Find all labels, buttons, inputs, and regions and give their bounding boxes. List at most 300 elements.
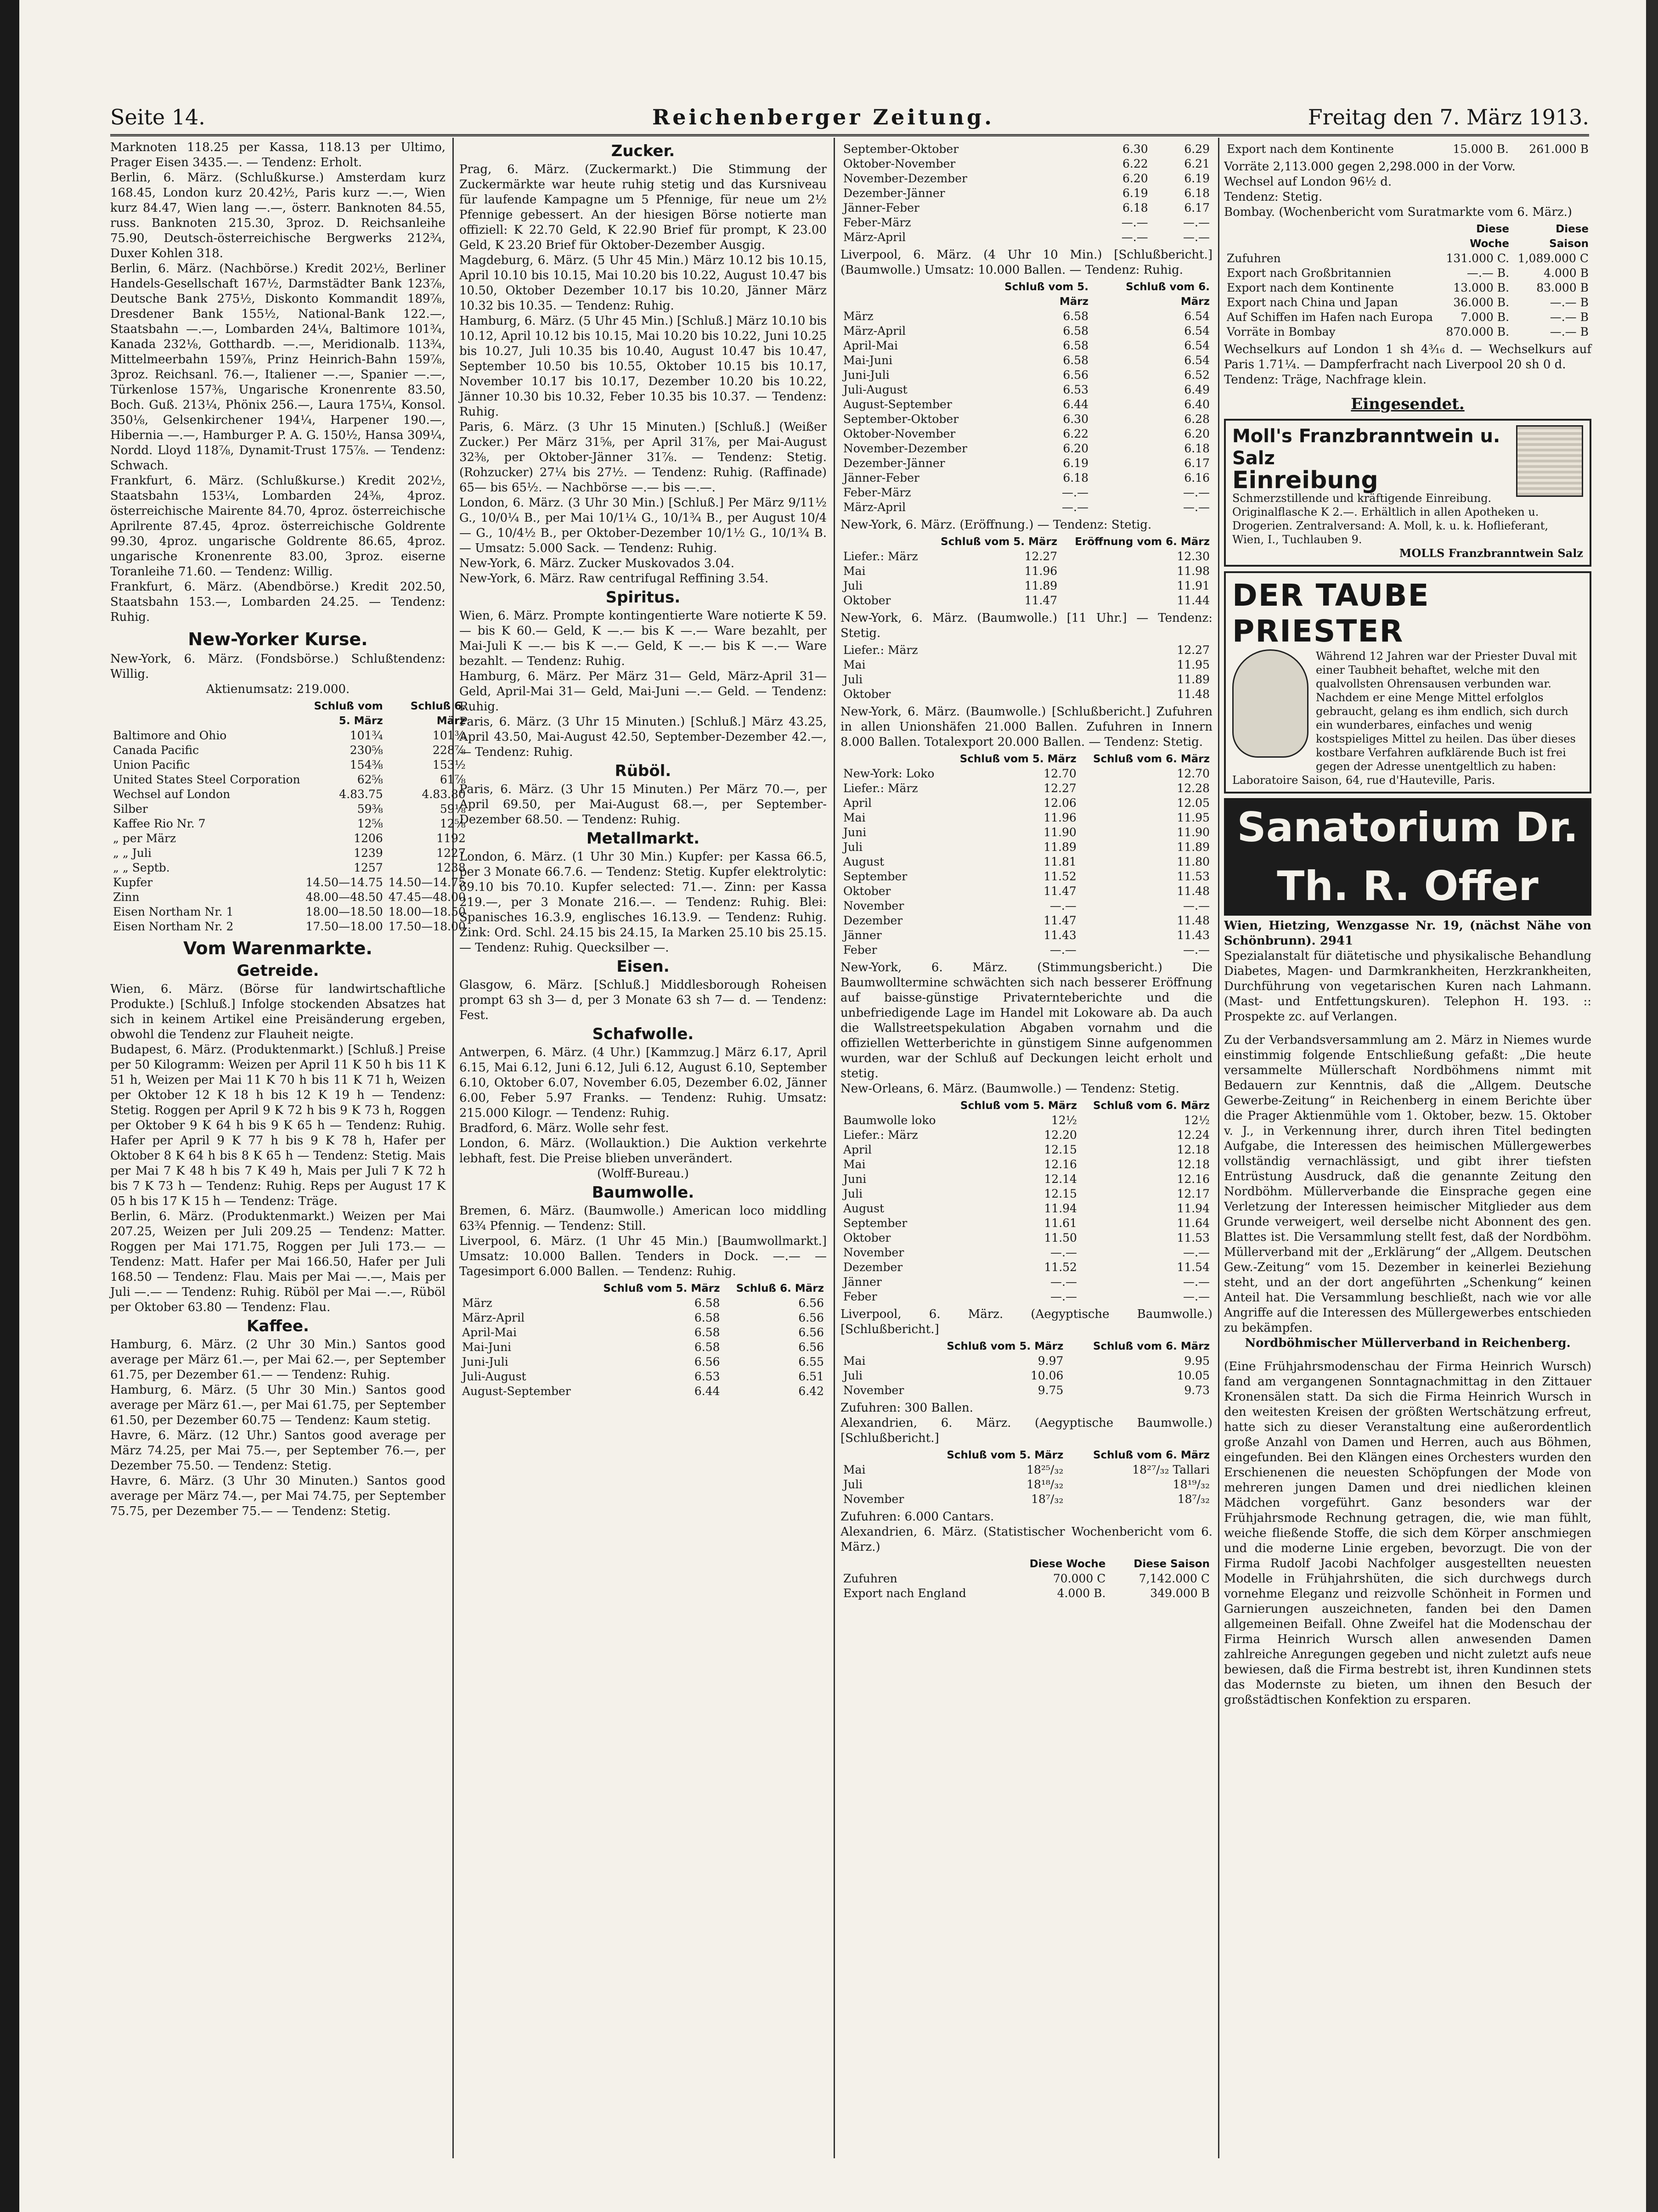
market-report-liverpool: Liverpool, 6. März. (1 Uhr 45 Min.) [Baumwollmarkt.] Umsatz: 10.000 Ballen. Tenders in Dock. —.— — Tagesimport 6.000 Ballen. — Tendenz: Ruhig. <box>459 1234 827 1278</box>
row-value: 1227 <box>436 846 466 860</box>
tendency-note: Tendenz: Stetig. <box>1224 190 1323 204</box>
row-value: 48.00—48.50 <box>305 890 383 904</box>
row-value: 11.98 <box>1177 564 1210 578</box>
row-value: 59⅜ <box>357 802 383 816</box>
row-value: 62⅝ <box>357 773 383 786</box>
table-row <box>840 309 1212 324</box>
row-value: —.— B <box>1550 325 1589 338</box>
table-row <box>110 743 468 758</box>
market-report-coffee: Havre, 6. März. (3 Uhr 30 Minuten.) Santos good average per März 74.—, per Mai 74.75, per September 75.75, per Dezember 75.— — Tendenz: Stetig. <box>110 1474 446 1518</box>
table-row <box>110 728 468 743</box>
market-report-paris: Paris, 6. März. (3 Uhr 15 Minuten.) [Schluß.] März 43.25, April 43.50, Mai-August 42.50, September-Dezember 42.—, — Tendenz: Ruhig. <box>459 715 827 759</box>
table-header <box>840 752 946 766</box>
row-value: 6.58 <box>694 1326 720 1339</box>
market-report-berlin-produkte: Berlin, 6. März. (Produktenmarkt.) Weizen per Mai 207.25, Weizen per Juli 209.25 — Tendenz: Matter. Roggen per Mai 171.75, Roggen per Juli 173.— — Tendenz: Matt. Hafer per Mai 166.50, Hafer per Juli 168.50 — Tendenz: Flau. Mais per Mai —.—, Mais per Juli —.— — Tendenz: Ruhig. Rüböl per Mai —.—, Rüböl per Oktober 63.80 — Tendenz: Flau. <box>110 1210 446 1314</box>
row-value: —.— <box>1049 899 1077 912</box>
row-value: 6.55 <box>798 1355 824 1368</box>
row-value: —.— <box>1183 899 1210 912</box>
stock-note: Vorräte 2,113.000 gegen 2,298.000 in der Vorw. <box>1224 160 1516 174</box>
table-row <box>459 1355 827 1369</box>
table-row <box>840 825 1212 840</box>
row-label: August <box>843 855 885 868</box>
row-label: „ per März <box>113 832 176 845</box>
issue-date: Freitag den 7. März 1913. <box>1308 105 1589 129</box>
market-report-glasgow: Glasgow, 6. März. [Schluß.] Middlesborough Roheisen prompt 63 sh 3— d, per 3 Monate 63 sh 7— d. — Tendenz: Fest. <box>459 978 827 1022</box>
row-value: 11.48 <box>1177 914 1210 927</box>
row-label: Juli <box>843 673 863 686</box>
row-value: —.— <box>1183 1246 1210 1259</box>
table-row <box>840 427 1212 441</box>
table-header: Diese Saison <box>1134 1558 1210 1570</box>
subsection-heading: Schafwolle. <box>592 1025 694 1043</box>
row-value: 6.56 <box>798 1326 824 1339</box>
table-row <box>840 324 1212 338</box>
table-header <box>840 280 970 309</box>
table-row <box>110 861 468 875</box>
row-value: —.— <box>1050 1290 1077 1303</box>
row-label: Juli <box>843 579 863 592</box>
market-report-bombay: Bombay. (Wochenbericht vom Suratmarkte vom 6. März.) <box>1224 205 1572 219</box>
row-value: 11.53 <box>1177 1231 1210 1244</box>
section-label-submitted: Eingesendet. <box>1351 395 1465 413</box>
table-row <box>840 353 1212 368</box>
table-header: Schluß vom 5. März <box>960 1100 1077 1112</box>
table-row <box>840 383 1212 397</box>
table-row <box>840 796 1212 811</box>
market-report-liverpool: Liverpool, 6. März. (Aegyptische Baumwolle.) [Schlußbericht.] <box>840 1307 1212 1336</box>
table-row <box>840 1368 1212 1383</box>
table-row <box>840 1143 1212 1157</box>
row-value: 9.97 <box>1038 1354 1064 1368</box>
ad-bottle-label: MOLLS Franzbranntwein Salz <box>1399 546 1583 560</box>
row-label: Dezember <box>843 914 903 927</box>
row-value: 11.95 <box>1177 811 1210 824</box>
row-label: März-April <box>462 1311 525 1324</box>
table-row <box>1224 310 1591 325</box>
table-row <box>840 672 1212 687</box>
row-label: Oktober-November <box>843 157 956 170</box>
row-value: 12.70 <box>1043 767 1077 780</box>
row-value: 61⅞ <box>440 773 466 786</box>
table-header <box>1224 222 1436 251</box>
market-report-london: London, 6. März. (3 Uhr 30 Min.) [Schluß.] Per März 9/11½ G., 10/0¼ B., per Mai 10/1¼ G., 10/1¾ B., per August 10/4— G., 10/4½ B., per Oktober-Dezember 10/1½ G., 10/1¾ B. — Umsatz: 5.000 Sack. — Tendenz: Ruhig. <box>459 496 827 555</box>
market-report-hamburg: Hamburg, 6. März. (5 Uhr 45 Min.) [Schluß.] März 10.10 bis 10.12, April 10.12 bis 10.15, Mai 10.20 bis 10.22, Juni 10.25 bis 10.27, Juli 10.35 bis 10.40, August 10.47 bis 10.47, September 10.50 bis 10.55, Oktober 10.15 bis 10.17, November 10.17 bis 10.17, Dezember 10.20 bis 10.22, Jänner 10.30 bis 10.32, Feber 10.35 bis 10.37. — Tendenz: Ruhig. <box>459 314 827 419</box>
row-value: 12.15 <box>1044 1187 1077 1200</box>
market-report-bradford: Bradford, 6. März. Wolle sehr fest. <box>459 1121 669 1135</box>
table-header: Schluß vom 5. März <box>941 536 1058 548</box>
row-value: 6.18 <box>1184 186 1210 200</box>
row-value: 6.53 <box>694 1370 720 1383</box>
table-row <box>840 1586 1212 1601</box>
table-row <box>110 919 468 934</box>
row-label: Kaffee Rio Nr. 7 <box>113 817 206 830</box>
market-report-newyork-sentiment: New-York, 6. März. (Stimmungsbericht.) Die Baumwolltermine schwächten sich nach besserer Eröffnung auf baisse-günstige Privaternteberichte und die unbefriedigende Lage im Handel mit Lokoware ab. Da auch die Wallstreetspekulation Abgaben vornahm und die offiziellen Wetterberichte in günstigem Sinne aufgenommen wurden, war der Schluß auf Deckungen leicht erholt und stetig. <box>840 961 1212 1081</box>
row-value: 12.15 <box>1044 1143 1077 1156</box>
table-row <box>840 157 1212 171</box>
row-value: 6.30 <box>1122 142 1148 156</box>
row-label: November <box>843 1246 904 1259</box>
table-row <box>840 1157 1212 1172</box>
table-row <box>840 142 1212 157</box>
row-label: Liefer.: März <box>843 643 918 657</box>
row-label: Mai-Juni <box>462 1340 512 1354</box>
table-header: Schluß 6. März <box>736 1283 824 1295</box>
row-value: 12.24 <box>1177 1128 1210 1142</box>
row-value: 12.18 <box>1177 1143 1210 1156</box>
market-report-frankfurt: Frankfurt, 6. März. (Schlußkurse.) Kredit 202½, Staatsbahn 153¼, Lombarden 24⅜, 4proz. österreichische Mairente 84.70, 4proz. österreichische Aprilrente 87.45, 4proz. österreichische Goldrente 99.30, 4proz. ungarische Goldrente 86.65, 4proz. ungarische Kronenrente 83.00, 3proz. eiserne Toranleihe 71.60. — Tendenz: Willig. <box>110 474 446 579</box>
row-value: 6.58 <box>1063 339 1088 352</box>
row-value: 6.54 <box>1184 324 1210 338</box>
row-value: 11.48 <box>1177 687 1210 701</box>
table-header: Diese Woche <box>1470 223 1510 250</box>
row-value: 11.96 <box>1043 811 1077 824</box>
table-row <box>840 1275 1212 1289</box>
scan-border-right <box>1646 0 1658 2212</box>
row-label: Juli <box>843 1369 863 1382</box>
row-label: Dezember <box>843 1261 903 1274</box>
table-row <box>840 943 1212 957</box>
row-label: September <box>843 870 908 883</box>
ear-illustration-icon <box>1232 649 1308 758</box>
table-header: Eröffnung vom 6. März <box>1075 536 1210 548</box>
row-value: 11.61 <box>1044 1216 1077 1230</box>
table-row <box>840 766 1212 781</box>
table-row <box>840 658 1212 672</box>
row-value: 11.94 <box>1044 1202 1077 1215</box>
market-report-bremen: Bremen, 6. März. (Baumwolle.) American loco middling 63¾ Pfennig. — Tendenz: Still. <box>459 1204 827 1233</box>
liverpool-cotton-table <box>459 1281 827 1399</box>
table-row <box>110 905 468 919</box>
row-label: Mai-Juni <box>843 354 893 367</box>
table-row <box>840 899 1212 913</box>
row-label: August <box>843 1202 885 1215</box>
liverpool-egyptian-table <box>840 1339 1212 1398</box>
row-label: Mai <box>843 564 866 578</box>
row-label: „ „ Septb. <box>113 861 170 874</box>
row-value: 11.43 <box>1043 929 1077 942</box>
row-label: Auf Schiffen im Hafen nach Europa <box>1227 310 1433 324</box>
market-report-newyork: New-York, 6. März. (Fondsbörse.) Schlußtendenz: Willig. <box>110 652 446 681</box>
export-table <box>1224 142 1591 157</box>
row-label: Jänner <box>843 929 882 942</box>
row-value: 1,089.000 C <box>1517 252 1589 265</box>
advertisement-taube-priester <box>1224 571 1591 794</box>
tendency-note: Tendenz: Träge, Nachfrage klein. <box>1224 373 1427 387</box>
table-row <box>840 338 1212 353</box>
table-row <box>840 643 1212 658</box>
column-divider <box>1218 138 1219 2158</box>
row-value: 1257 <box>354 861 383 874</box>
market-report-budapest: Budapest, 6. März. (Produktenmarkt.) [Schluß.] Preise per 50 Kilogramm: Weizen per April 11 K 50 h bis 11 K 51 h, Weizen per Mai 11 K 70 h bis 11 K 71 h, Weizen per Oktober 12 K 18 h bis 12 K 19 h — Tendenz: Stetig. Roggen per April 9 K 72 h bis 9 K 73 h, Roggen per Oktober 9 K 64 h bis 9 K 65 h — Tendenz: Ruhig. Hafer per April 9 K 77 h bis 9 K 78 h, Hafer per Oktober 8 K 64 h bis 8 K 65 h — Tendenz: Stetig. Mais per Mai 7 K 48 h bis 7 K 49 h, Mais per Juli 7 K 72 h bis 7 K 73 h — Tendenz: Ruhig. Reps per August 17 K 05 h bis 17 K 15 h — Tendenz: Träge. <box>110 1043 446 1208</box>
bottle-illustration-icon <box>1516 425 1583 497</box>
row-label: Jänner <box>843 1275 882 1289</box>
table-row <box>459 1296 827 1311</box>
association-notice: Zu der Verbandsversammlung am 2. März in Niemes wurde einstimmig folgende Entschließung gefaßt: „Die heute versammelte Müllerschaft Nordböhmens nimmt mit Bedauern zur Kenntnis, daß die „Allgem. Deutsche Gewerbe-Zeitung“ in Reichenberg in einem Berichte über die Prager Aktienmühle vom 1. Oktober, bezw. 15. Oktober v. J., in Verkennung ihrer, durch ihren Titel bedingten Aufgabe, die Interessen des heimischen Müllergewerbes vollständig vernachlässigt, und gibt ihrer tiefsten Entrüstung Ausdruck, daß die genannte Zeitung den Nordböhm. Müllerverbande die Einsprache gegen eine Verletzung der Interessen heimischer Mitglieder aus dem Grunde verweigert, weil derselbe nicht Abonnent des gen. Blattes ist. Die Versammlung stellt fest, daß der Nordböhm. Müllerverband mit der „Erklärung“ der „Allgem. Deutschen Gew.-Zeitung“ vom 15. Dezember in keinerlei Beziehung steht, und an der dort angeführten „Schenkung“ keinen Anteil hat. Die Versammlung beschließt, nach wie vor alle Angriffe auf die Interessen des Müllergewerbes entschieden zu bekämpfen. <box>1224 1033 1591 1335</box>
table-row <box>840 579 1212 593</box>
table-row <box>840 397 1212 412</box>
row-label: Zinn <box>113 890 140 904</box>
ad-text: Während 12 Jahren war der Priester Duval mit einer Taubheit behaftet, welche mit den qualvollsten Ohrensausen verbunden war. Nachdem er eine Menge Mittel erfolglos gebraucht, gelang es ihm endlich, sich durch ein wunderbares, einfaches und wenig kostspieliges Mittel zu heilen. Das über dieses kostbare Verfahren aufklärende Buch ist frei gegen der Adresse unentgeltlich zu haben: Laboratoire Saison, 64, rue d'Hauteville, Paris. <box>1232 650 1577 787</box>
sanatorium-address: Wien, Hietzing, Wenzgasse Nr. 19, (nächst Nähe von Schönbrunn). 2941 <box>1224 919 1591 948</box>
row-value: 11.50 <box>1044 1231 1077 1244</box>
advertisement-moll <box>1224 419 1591 567</box>
row-value: 228⅞ <box>432 743 466 757</box>
table-row <box>1224 281 1591 295</box>
stock-volume: Aktienumsatz: 219.000. <box>206 682 350 696</box>
row-label: Juli <box>843 840 863 854</box>
row-value: 70.000 C <box>1053 1572 1106 1585</box>
row-label: Feber-März <box>843 216 911 229</box>
ad-title: DER TAUBE PRIESTER <box>1232 578 1430 649</box>
row-label: Vorräte in Bombay <box>1227 325 1336 338</box>
row-value: 6.56 <box>1063 368 1088 382</box>
row-value: 6.18 <box>1063 471 1088 484</box>
row-value: 6.17 <box>1184 456 1210 470</box>
table-row <box>840 412 1212 427</box>
table-row <box>1224 266 1591 281</box>
subsection-heading: Kaffee. <box>247 1317 309 1335</box>
table-row <box>840 441 1212 456</box>
section-heading: New-Yorker Kurse. <box>188 629 368 649</box>
row-value: 6.28 <box>1184 412 1210 426</box>
row-value: 9.73 <box>1184 1384 1210 1397</box>
table-header: Diese Saison <box>1549 223 1589 250</box>
table-row <box>840 215 1212 230</box>
row-label: Wechsel auf London <box>113 788 231 801</box>
column-1 <box>110 140 466 2156</box>
row-value: 10.05 <box>1177 1369 1210 1382</box>
row-label: April-Mai <box>843 339 898 352</box>
row-value: 6.22 <box>1122 157 1148 170</box>
row-value: —.— <box>1183 216 1210 229</box>
row-value: 6.56 <box>798 1340 824 1354</box>
table-row <box>1224 325 1591 339</box>
association-signature: Nordböhmischer Müllerverband in Reichenberg. <box>1245 1336 1571 1350</box>
arrivals-note: Zufuhren: 6.000 Cantars. <box>840 1510 994 1524</box>
row-value: 18¹⁸/₃₂ <box>1026 1478 1064 1491</box>
exchange-note: Wechselkurs auf London 1 sh 4³⁄₁₆ d. — Wechselkurs auf Paris 1.71¼. — Dampferfracht nach Liverpool 20 sh 0 d. <box>1224 343 1591 371</box>
row-value: 12⅝ <box>357 817 383 830</box>
row-label: United States Steel Corporation <box>113 773 300 786</box>
market-report-frankfurt-abend: Frankfurt, 6. März. (Abendbörse.) Kredit 202.50, Staatsbahn 153.—, Lombarden 24.25. — Tendenz: Ruhig. <box>110 580 446 624</box>
row-label: März <box>462 1296 492 1310</box>
ny-stock-table <box>110 699 468 934</box>
subsection-heading: Spiritus. <box>605 588 681 607</box>
row-label: Mai <box>843 1463 866 1476</box>
row-value: 12⅝ <box>440 817 466 830</box>
table-row <box>840 186 1212 201</box>
table-header: Schluß vom 5. März <box>1004 281 1088 308</box>
row-value: —.— <box>1183 486 1210 499</box>
market-report-magdeburg: Magdeburg, 6. März. (5 Uhr 45 Min.) März 10.12 bis 10.15, April 10.10 bis 10.15, Mai 10.20 bis 10.22, August 10.47 bis 10.50, Oktober Dezember 10.17 bis 10.20, Jänner März 10.32 bis 10.35. — Tendenz: Ruhig. <box>459 253 827 313</box>
table-row <box>840 1216 1212 1231</box>
row-value: 11.52 <box>1044 1261 1077 1274</box>
sanatorium-text: Spezialanstalt für diätetische und physikalische Behandlung Diabetes, Magen- und Darmkrankheiten, Herzkrankheiten, Durchführung von vegetarischen Kuren nach Lahmann. (Mast- und Entfettungskuren). Telephon H. 193. :: Prospekte zc. auf Verlangen. <box>1224 949 1591 1024</box>
market-report: Marknoten 118.25 per Kassa, 118.13 per Ultimo, Prager Eisen 3435.—. — Tendenz: Erholt. <box>110 141 446 169</box>
row-label: September <box>843 1216 908 1230</box>
row-label: Juli-August <box>462 1370 526 1383</box>
table-row <box>840 230 1212 245</box>
row-label: Liefer.: März <box>843 782 918 795</box>
table-header: Schluß vom 5. März <box>959 753 1077 765</box>
row-label: März-April <box>843 231 906 244</box>
table-row <box>840 1245 1212 1260</box>
row-value: 4.000 B <box>1544 266 1589 280</box>
row-value: 6.49 <box>1184 383 1210 396</box>
row-value: 12.27 <box>1043 782 1077 795</box>
table-row <box>110 772 468 787</box>
table-row <box>840 1113 1212 1128</box>
row-label: Liefer.: März <box>843 1128 918 1142</box>
ad-subtitle: Einreibung <box>1232 467 1378 494</box>
subsection-heading: Zucker. <box>611 142 675 160</box>
alexandrien-weekly-table <box>840 1557 1212 1601</box>
row-value: 12.16 <box>1177 1172 1210 1186</box>
row-value: 12½ <box>1051 1114 1077 1127</box>
table-row <box>110 890 468 905</box>
row-label: Juni-Juli <box>462 1355 508 1368</box>
table-header: Schluß vom 6. März <box>1093 1340 1210 1352</box>
table-row <box>840 781 1212 796</box>
row-value: 1238 <box>436 861 466 874</box>
table-row <box>840 1128 1212 1143</box>
market-report-wien: Wien, 6. März. Prompte kontingentierte Ware notierte K 59.— bis K 60.— Geld, K —.— bis K —.— Ware bezahlt, per Mai-Juli K —.— bis K —.— Geld, K —.— bis K —.— Ware bezahlt. — Tendenz: Ruhig. <box>459 609 827 668</box>
table-header: Schluß 6. März <box>410 700 466 727</box>
table-row <box>840 855 1212 869</box>
table-row <box>840 1231 1212 1245</box>
row-value: 6.44 <box>694 1385 720 1398</box>
row-value: —.— B. <box>1466 266 1510 280</box>
row-value: 6.56 <box>694 1355 720 1368</box>
market-report-london: London, 6. März. (Wollauktion.) Die Auktion verkehrte lebhaft, fest. Die Preise blieben unverändert. <box>459 1137 827 1165</box>
market-report-newyork: New-York, 6. März. (Baumwolle.) [Schlußbericht.] Zufuhren in allen Unionshäfen 21.000 Ballen. Zufuhren in Innern 8.000 Ballen. Totalexport 20.000 Ballen. — Tendenz: Stetig. <box>840 705 1212 749</box>
row-value: 6.44 <box>1063 398 1088 411</box>
table-row <box>840 1354 1212 1368</box>
row-label: Mai <box>843 811 866 824</box>
row-value: 14.50—14.75 <box>388 876 466 889</box>
table-row <box>110 758 468 772</box>
row-label: Juli <box>843 1478 863 1491</box>
table-row <box>840 884 1212 899</box>
row-label: Liefer.: März <box>843 550 918 563</box>
row-value: 870.000 B. <box>1446 325 1510 338</box>
row-value: —.— <box>1049 943 1077 957</box>
row-value: —.— <box>1183 1290 1210 1303</box>
row-value: 12.18 <box>1177 1158 1210 1171</box>
row-label: Dezember-Jänner <box>843 456 945 470</box>
row-value: 1192 <box>436 832 466 845</box>
header-rule <box>110 134 1589 136</box>
row-label: April <box>843 796 872 810</box>
row-label: Jänner-Feber <box>843 471 919 484</box>
row-value: 11.81 <box>1043 855 1077 868</box>
row-value: 6.56 <box>798 1296 824 1310</box>
row-label: Oktober <box>843 594 891 607</box>
table-row <box>110 816 468 831</box>
row-value: 154⅜ <box>350 758 383 771</box>
market-report-newyork: New-York, 6. März. Raw centrifugal Reffining 3.54. <box>459 572 769 585</box>
column-divider <box>834 138 835 2158</box>
row-value: 11.94 <box>1177 1202 1210 1215</box>
row-value: 12.27 <box>1177 643 1210 657</box>
column-divider <box>452 138 454 2158</box>
row-value: —.— <box>1050 1246 1077 1259</box>
row-value: 6.19 <box>1122 186 1148 200</box>
row-value: 6.58 <box>1063 354 1088 367</box>
row-label: Baumwolle loko <box>843 1114 936 1127</box>
row-value: 12.28 <box>1177 782 1210 795</box>
row-label: April-Mai <box>462 1326 517 1339</box>
page-number: Seite 14. <box>110 105 205 129</box>
row-value: 12.16 <box>1044 1158 1077 1171</box>
row-value: 59⅛ <box>440 802 466 816</box>
table-row <box>459 1340 827 1355</box>
row-value: 6.58 <box>694 1311 720 1324</box>
table-header: Schluß vom 6. März <box>1093 1449 1210 1461</box>
row-value: 6.56 <box>798 1311 824 1324</box>
subsection-heading: Baumwolle. <box>592 1183 694 1202</box>
column-3 <box>840 140 1212 2156</box>
row-value: 6.42 <box>798 1385 824 1398</box>
row-value: 11.91 <box>1177 579 1210 592</box>
table-header: Diese Woche <box>1029 1558 1106 1570</box>
row-value: 12.30 <box>1177 550 1210 563</box>
row-label: Export nach England <box>843 1587 966 1600</box>
row-label: Juni <box>843 826 867 839</box>
row-label: New-York: Loko <box>843 767 935 780</box>
liverpool-cotton-table-continued <box>840 142 1212 245</box>
row-value: 4.83.80 <box>422 788 466 801</box>
row-label: Export nach dem Kontinente <box>1227 142 1394 156</box>
row-value: 4.000 B. <box>1057 1587 1106 1600</box>
row-value: —.— <box>1183 1275 1210 1289</box>
table-row <box>840 1463 1212 1477</box>
table-row <box>459 1311 827 1325</box>
table-header: Schluß vom 6. März <box>1126 281 1210 308</box>
row-label: Juni <box>843 1172 867 1186</box>
row-value: 1239 <box>354 846 383 860</box>
row-value: 11.53 <box>1177 870 1210 883</box>
table-row <box>840 500 1212 515</box>
row-value: 11.43 <box>1177 929 1210 942</box>
row-value: —.— <box>1183 501 1210 514</box>
market-report-newyork: New-York, 6. März. (Eröffnung.) — Tendenz: Stetig. <box>840 518 1152 532</box>
row-label: September-Oktober <box>843 412 959 426</box>
row-label: August-September <box>462 1385 571 1398</box>
table-header <box>840 1448 920 1463</box>
table-row <box>459 1325 827 1340</box>
row-label: Juli-August <box>843 383 908 396</box>
row-value: 12.70 <box>1177 767 1210 780</box>
market-report-liverpool: Liverpool, 6. März. (4 Uhr 10 Min.) [Schlußbericht.] (Baumwolle.) Umsatz: 10.000 Ballen. — Tendenz: Ruhig. <box>840 248 1212 277</box>
row-value: 18.00—18.50 <box>388 905 466 918</box>
row-value: 11.47 <box>1043 914 1077 927</box>
row-value: 6.30 <box>1063 412 1088 426</box>
row-value: 9.75 <box>1038 1384 1064 1397</box>
ad-text: Schmerzstillende und kräftigende Einreibung. Originalflasche K 2.—. Erhältlich in allen Apotheken u. Drogerien. Zentralversand: A. Moll, k. u. k. Hoflieferant, Wien, I., Tuchlauben 9. <box>1232 492 1549 546</box>
market-report-newyork: New-York, 6. März. Zucker Muskovados 3.04. <box>459 557 735 570</box>
row-value: 11.96 <box>1024 564 1058 578</box>
table-row <box>459 1384 827 1399</box>
market-report-paris: Paris, 6. März. (3 Uhr 15 Minuten.) [Schluß.] (Weißer Zucker.) Per März 31⅝, per April 31⅞, per Mai-August 32⅜, per Oktober-Jänner 31⅞. — Tendenz: Stetig. (Rohzucker) 27¼ bis 27½. — Tendenz: Ruhig. (Raffinade) 65— bis 65½. — Nachbörse —.— bis —.—. <box>459 420 827 495</box>
table-header <box>840 1557 1004 1571</box>
table-header: Schluß vom 5. März <box>947 1340 1064 1352</box>
row-label: April <box>843 1143 872 1156</box>
row-value: 18¹⁹/₃₂ <box>1173 1478 1210 1491</box>
table-row <box>840 1477 1212 1492</box>
row-label: November-Dezember <box>843 172 968 185</box>
table-row <box>840 368 1212 383</box>
